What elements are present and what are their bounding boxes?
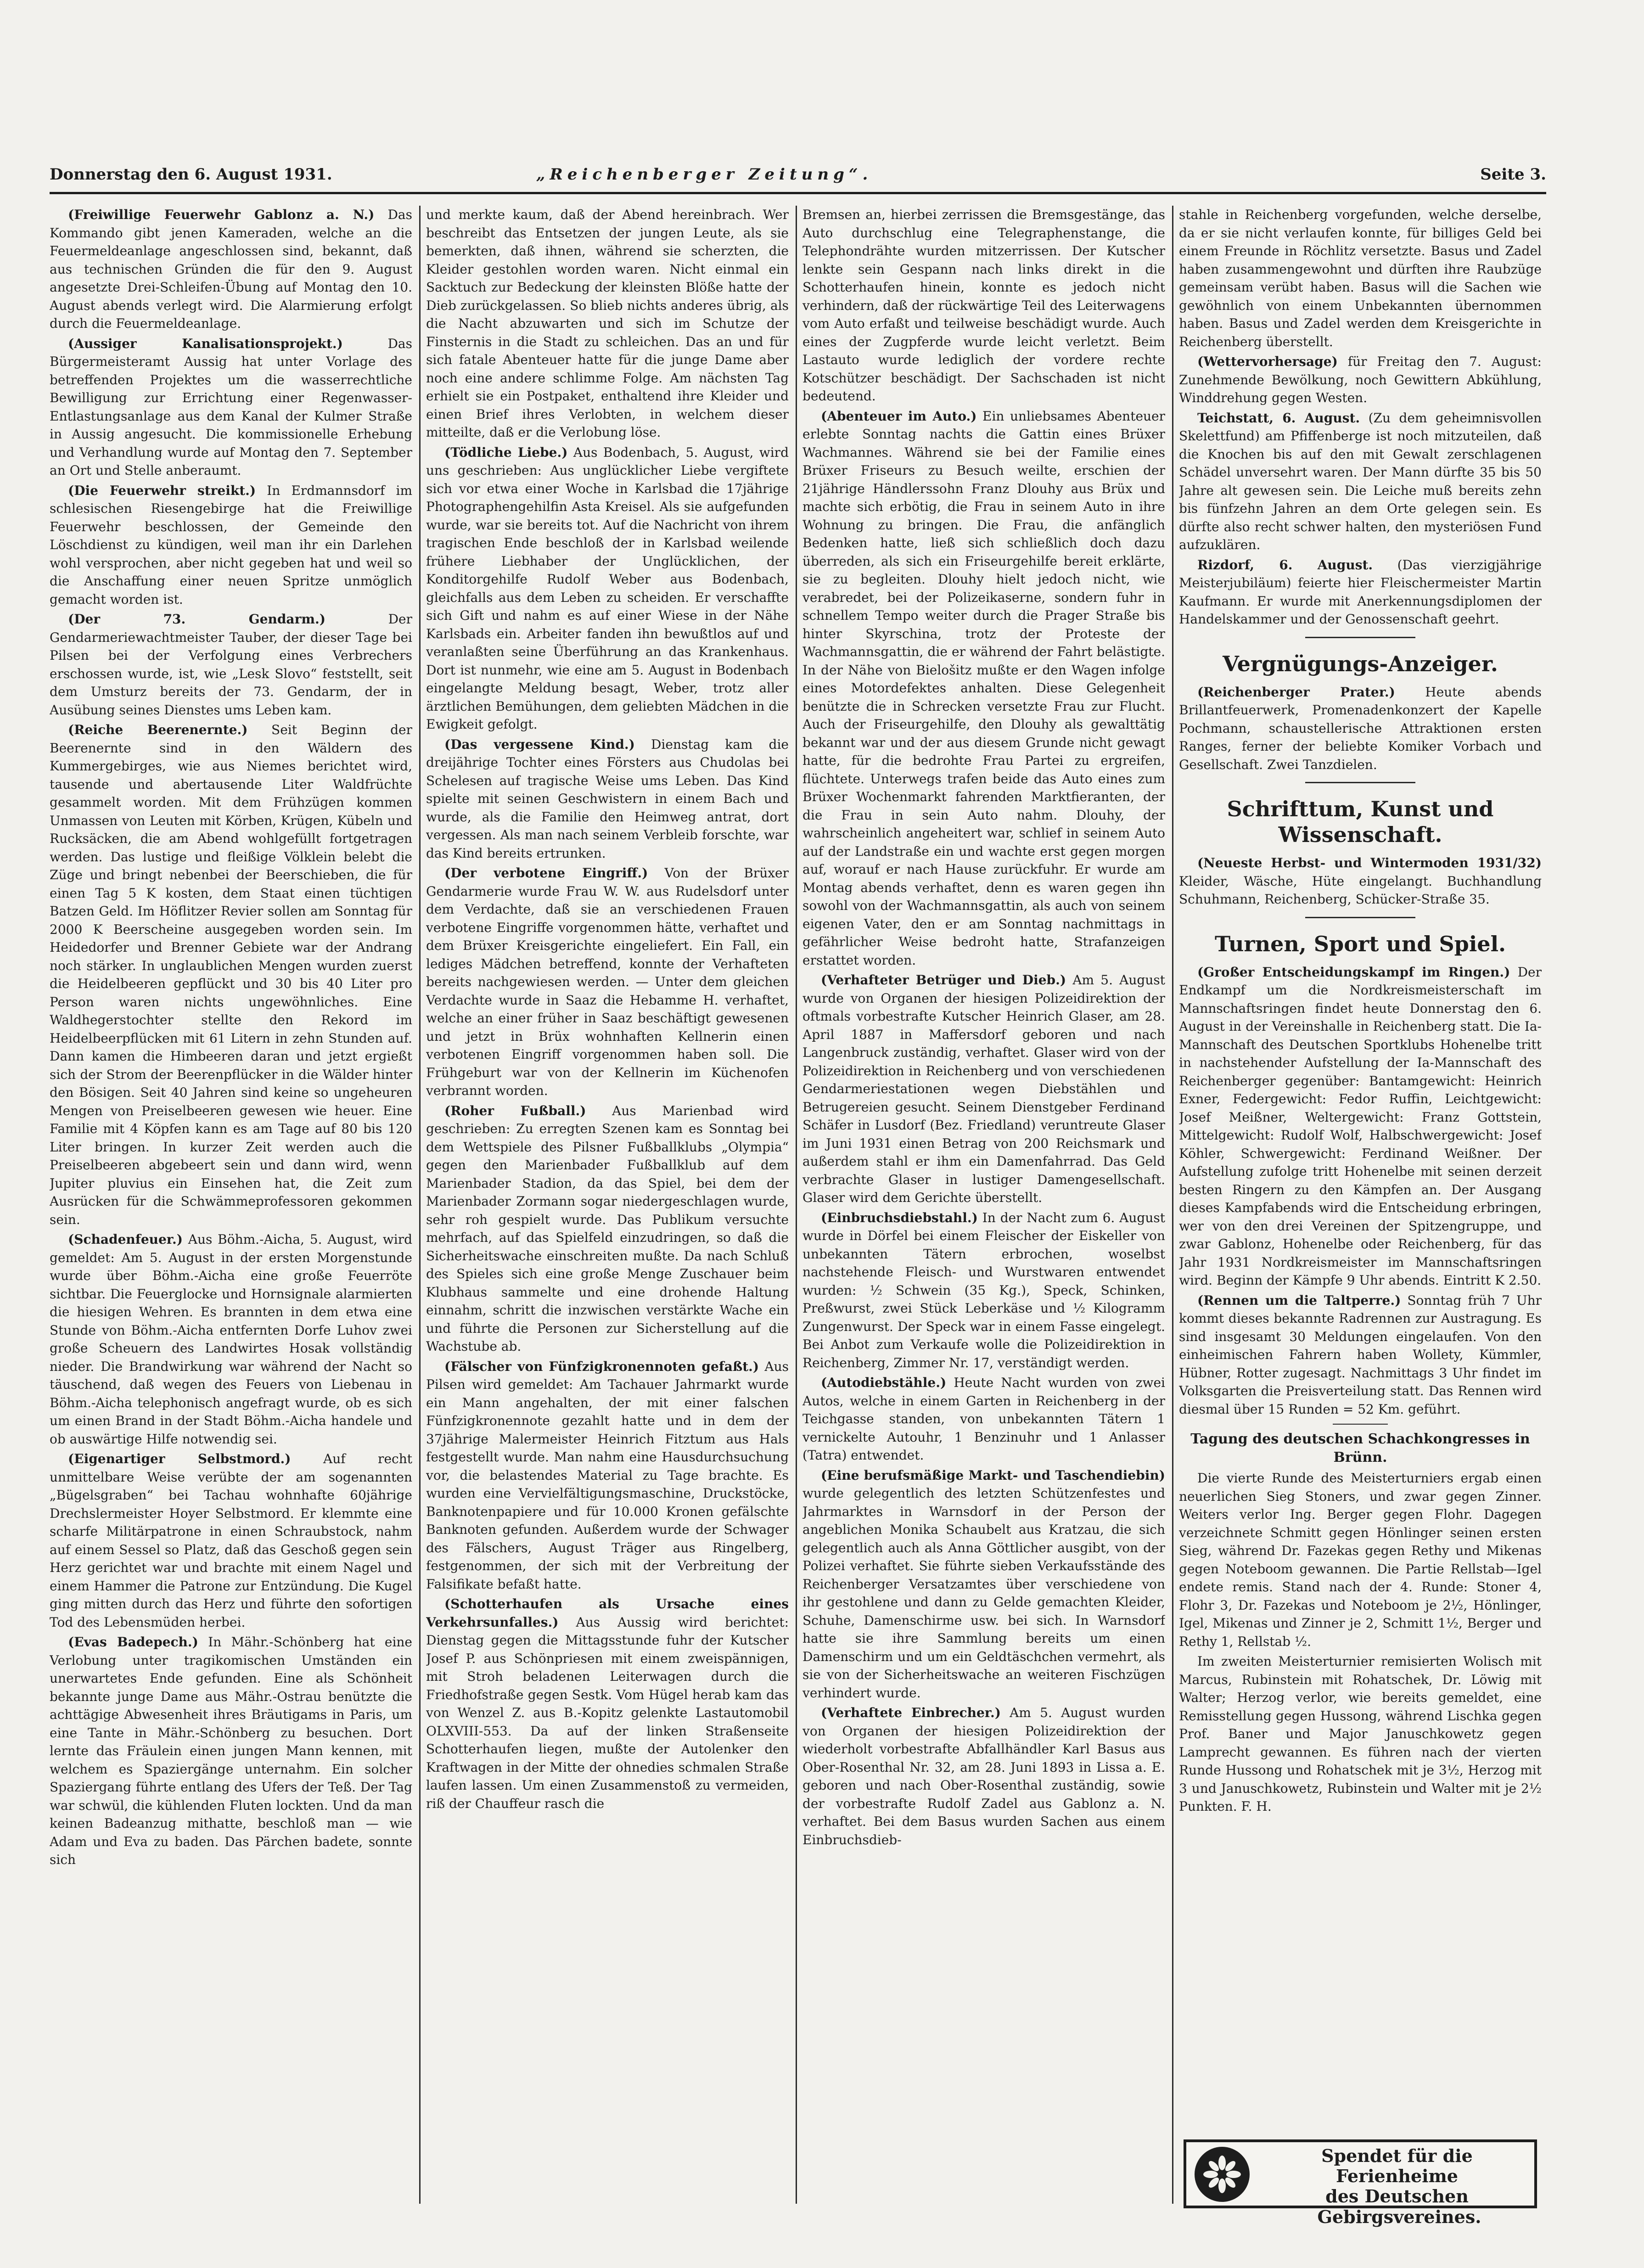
article: (Eine berufsmäßige Markt- und Taschendiebin) wurde gelegentlich des letzten Schützenfestes und Jahrmarktes in Warnsdorf in der Person der angeblichen Monika Schaubelt aus Kratzau, die sich gelegentlich auch als Anna Göttlicher ausgibt, von der Polizei verhaftet. Sie führte sieben Verkaufsstände des Reichenberger Versatzamtes über verschiedene von ihr gestohlene und dann zu Gelde gemachten Kleider, Schuhe, Damenschirme usw. bei sich. In Warnsdorf hatte sie ihre Sammlung bereits um einen Damenschirm und um ein Geldtäschchen vermehrt, als sie von der Sicherheitswache an weiteren Fischzügen verhindert wurde. xyxy=(802,1467,1165,1701)
article-continuation: Bremsen an, hierbei zerrissen die Bremsgestänge, das Auto durchschlug eine Telegraphenstange, die Telephondrähte wurden mitzerrissen. Der Kutscher lenkte sein Gespann nach links direkt in die Schotterhaufen hinein, konnte es jedoch nicht verhindern, daß der rückwärtige Teil des Leiterwagens vom Auto erfaßt und teilweise beschädigt wurde. Auch eines der Zugpferde wurde leicht verletzt. Beim Lastauto wurde lediglich der vordere rechte Kotschützer beschädigt. Der Sachschaden ist nicht bedeutend. xyxy=(802,207,1165,404)
newspaper-title: „Reichenberger Zeitung“. xyxy=(536,165,873,184)
article: (Großer Entscheidungskampf im Ringen.) Der Endkampf um die Nordkreismeisterschaft im Mannschaftsringen findet heute Donnerstag den 6. August in der Vereinshalle in Reichenberg statt. Die Ia-Mannschaft des Deutschen Sportklubs Hohenelbe tritt in nachstehender Aufstellung der Ia-Mannschaft des Reichenberger gegenüber: Bantamgewicht: Heinrich Exner, Federgewicht: Fedor Ruffin, Leichtgewicht: Josef Meißner, Weltergewicht: Franz Gottstein, Mittelgewicht: Rudolf Wolf, Halbschwergewicht: Josef Köhler, Schwergewicht: Ferdinand Weißner. Der Aufstellung zufolge tritt Hohenelbe mit seinen derzeit besten Ringern zu den Kämpfen an. Der Ausgang dieses Kampfabends wird die Entscheidung erbringen, wer von den drei Vereinen der Spitzengruppe, und zwar Gablonz, Hohenelbe oder Reichenberg, für das Jahr 1931 Nordkreismeister im Mannschaftsringen wird. Beginn der Kämpfe 9 Uhr abends. Eintritt K 2.50. xyxy=(1179,964,1542,1288)
article: (Einbruchsdiebstahl.) In der Nacht zum 6. August wurde in Dörfel bei einem Fleischer der Eiskeller von unbekannten Tätern erbrochen, woselbst nachstehende Fleisch- und Wurstwaren entwendet wurden: ½ Schwein (35 Kg.), Speck, Schinken, Preßwurst, zwei Stück Leberkäse und ½ Kilogramm Zungenwurst. Der Speck war in einem Fasse eingelegt. Bei Anbot zum Verkaufe wolle die Polizeidirektion in Reichenberg, Zimmer Nr. 17, verständigt werden. xyxy=(802,1210,1165,1370)
edelweiss-emblem-icon xyxy=(1195,2147,1250,2202)
article: (Eigenartiger Selbstmord.) Auf recht unmittelbare Weise verübte der am sogenannten „Bügelsgraben“ bei Tachau wohnhafte 60jährige Drechslermeister Hoyer Selbstmord. Er klemmte eine scharfe Militärpatrone in einen Schraubstock, nahm auf einem Sessel so Platz, daß das Geschoß gegen sein Herz gerichtet war und brachte mit einem Nagel und einem Hammer die Patrone zur Entzündung. Die Kugel ging mitten durch das Herz und führte den sofortigen Tod des Lebensmüden herbei. xyxy=(50,1451,412,1630)
article: (Tödliche Liebe.) Aus Bodenbach, 5. August, wird uns geschrieben: Aus unglücklicher Liebe vergiftete sich vor etwa einer Woche in Karlsbad die 17jährige Photographengehilfin Asta Kreisel. Als sie aufgefunden wurde, war sie bereits tot. Auf die Nachricht von ihrem tragischen Ende beschloß der in Karlsbad weilende frühere Liebhaber der Unglücklichen, der Konditorgehilfe Rudolf Weber aus Bodenbach, gleichfalls aus dem Leben zu scheiden. Er verschaffte sich Gift und nahm es auf einer Wiese in der Nähe Karlsbads ein. Arbeiter fanden ihn bewußtlos auf und veranlaßten seine Überführung an das Krankenhaus. Dort ist nunmehr, wie eine am 5. August in Bodenbach eingelangte Meldung besagt, Weber, trotz aller ärztlichen Bemühungen, dem geliebten Mädchen in die Ewigkeit gefolgt. xyxy=(426,444,789,732)
column-3 xyxy=(802,206,1165,2204)
article: Teichstatt, 6. August. (Zu dem geheimnisvollen Skelettfund) am Pfiffenberge ist noch mitzuteilen, daß die Knochen bis auf den mit Gewalt zerschlagenen Schädel unversehrt waren. Der Mann dürfte 35 bis 50 Jahre alt gewesen sein. Die Leiche muß bereits zehn bis fünfzehn Jahren an dem Orte gelegen sein. Es dürfte also recht schwer halten, den mysteriösen Fund aufzuklären. xyxy=(1179,410,1542,552)
section-heading: Schrifttum, Kunst und Wissenschaft. xyxy=(1227,797,1494,847)
article-continuation: stahle in Reichenberg vorgefunden, welche derselbe, da er sie nicht verlaufen konnte, für billiges Geld bei einem Freunde in Röchlitz versetzte. Basus und Zadel haben zusammengewohnt und dürften ihre Raubzüge gemeinsam verübt haben. Basus will die Sachen wie gewöhnlich von einem Unbekannten übernommen haben. Basus und Zadel werden dem Kreisgerichte in Reichenberg überstellt. xyxy=(1179,207,1542,349)
article: (Reichenberger Prater.) Heute abends Brillantfeuerwerk, Promenadenkonzert der Kapelle Pochmann, schaustellerische Attraktionen ersten Ranges, ferner der beliebte Komiker Vorbach und Gesellschaft. Zwei Tanzdielen. xyxy=(1179,684,1542,772)
section-divider xyxy=(1305,782,1415,783)
article: (Verhafteter Betrüger und Dieb.) Am 5. August wurde von Organen der hiesigen Polizeidirektion der oftmals vorbestrafte Kutscher Heinrich Glaser, am 28. April 1887 in Maffersdorf geboren und nach Langenbruck zuständig, verhaftet. Glaser wird von der Polizeidirektion in Reichenberg und von verschiedenen Gendarmeriestationen wegen Diebstählen und Betrugereien gesucht. Seinem Dienstgeber Ferdinand Schäfer in Lusdorf (Bez. Friedland) veruntreute Glaser im Juni 1931 einen Betrag von 200 Reichsmark und außerdem stahl er ihm ein Damenfahrrad. Das Geld verbrachte Glaser in lustiger Damengesellschaft. Glaser wird dem Gerichte überstellt. xyxy=(802,972,1165,1205)
article: Rizdorf, 6. August. (Das vierzigjährige Meisterjubiläum) feierte hier Fleischermeister Martin Kaufmann. Er wurde mit Anerkennungsdiplomen der Handelskammer und der Genossenschaft geehrt. xyxy=(1179,557,1542,627)
article: (Fälscher von Fünfzigkronennoten gefaßt.) Aus Pilsen wird gemeldet: Am Tachauer Jahrmarkt wurde ein Mann angehalten, der mit einer falschen Fünfzigkronennote gezahlt hatte und in dem der 37jährige Malermeister Heinrich Fitztum aus Hals festgestellt wurde. Man nahm eine Hausdurchsuchung vor, die belastendes Material zu Tage brachte. Es wurden eine Vervielfältigungsmaschine, Druckstöcke, Banknotenpapiere und für 10.000 Kronen gefälschte Banknoten gefunden. Außerdem wurde der Schwager des Fälschers, August Träger aus Ringelberg, festgenommen, der sich mit der Verbreitung der Falsifikate befaßt hatte. xyxy=(426,1359,789,1592)
article: Im zweiten Meisterturnier remisierten Wolisch mit Marcus, Rubinstein mit Rohatschek, Dr. Löwig mit Walter; Herzog verlor, wie bereits gemeldet, eine Remisstellung gegen Hussong, während Lischka gegen Prof. Baner und Major Januschkowetz gegen Lamprecht gewannen. Es führen nach der vierten Runde Hussong und Rohatschek mit je 3½, Herzog mit 3 und Januschkowetz, Rubinstein und Walter mit je 2½ Punkten. F. H. xyxy=(1179,1654,1542,1814)
article: (Autodiebstähle.) Heute Nacht wurden von zwei Autos, welche in einem Garten in Reichenberg in der Teichgasse standen, von unbekannten Tätern 1 vernickelte Autouhr, 1 Benzinuhr und 1 Anlasser (Tatra) entwendet. xyxy=(802,1375,1165,1463)
article: (Der verbotene Eingriff.) Von der Brüxer Gendarmerie wurde Frau W. W. aus Rudelsdorf unter dem Verdachte, daß sie an verschiedenen Frauen verbotene Eingriffe vorgenommen hätte, verhaftet und dem Brüxer Kreisgerichte eingeliefert. Ein Fall, ein lediges Mädchen betreffend, konnte der Verhafteten bereits nachgewiesen werden. — Unter dem gleichen Verdachte wurde in Saaz die Hebamme H. verhaftet, welche an einer früher in Saaz beschäftigt gewesenen und jetzt in Brüx wohnhaften Kellnerin einen verbotenen Eingriff vorgenommen haben soll. Die Frühgeburt war von der Kellnerin im Küchenofen verbrannt worden. xyxy=(426,865,789,1098)
article: (Freiwillige Feuerwehr Gablonz a. N.) Das Kommando gibt jenen Kameraden, welche an die Feuermeldeanlage angeschlossen sind, bekannt, daß aus technischen Gründen die für den 9. August angesetzte Drei-Schleifen-Übung auf Montag den 10. August abends verlegt wird. Die Alarmierung erfolgt durch die Feuermeldeanlage. xyxy=(50,207,412,331)
advertisement-last-line: Gebirgsvereines. xyxy=(1317,2206,1481,2227)
advertisement-text: Spendet für die Ferienheime des Deutschen xyxy=(1321,2145,1473,2206)
column-rule xyxy=(1172,206,1173,2204)
advertisement-box xyxy=(1184,2139,1537,2208)
article: (Neueste Herbst- und Wintermoden 1931/32) Kleider, Wäsche, Hüte eingelangt. Buchhandlung Schuhmann, Reichenberg, Schücker-Straße 35. xyxy=(1179,855,1542,907)
column-4 xyxy=(1179,206,1542,2126)
section-divider xyxy=(1305,637,1415,638)
article: Die vierte Runde des Meisterturniers ergab einen neuerlichen Sieg Stoners, und zwar gegen Zinner. Weiters verlor Ing. Berger gegen Flohr. Dagegen verzeichnete Schmitt gegen Hönlinger seinen ersten Sieg, während Dr. Fazekas gegen Rethy und Mikenas gegen Noteboom gewannen. Die Partie Rellstab—Igel endete remis. Stand nach der 4. Runde: Stoner 4, Flohr 3, Dr. Fazekas und Noteboom je 2½, Hönlinger, Igel, Mikenas und Zinner je 2, Schmitt 1½, Berger und Rethy 1, Rellstab ½. xyxy=(1179,1471,1542,1649)
page-number: Seite 3. xyxy=(1480,165,1546,184)
article: (Die Feuerwehr streikt.) In Erdmannsdorf im schlesischen Riesengebirge hat die Freiwillige Feuerwehr beschlossen, der Gemeinde den Löschdienst zu kündigen, weil man ihr ein Darlehen wohl versprochen, aber nicht gegeben hat und weil so die Anschaffung einer neuen Spritze unmöglich gemacht worden ist. xyxy=(50,483,412,607)
article: (Reiche Beerenernte.) Seit Beginn der Beerenernte sind in den Wäldern des Kummergebirges, wie aus Niemes berichtet wird, tausende und abertausende Liter Waldfrüchte gesammelt worden. Mit dem Frühzügen kommen Unmassen von Leuten mit Körben, Krügen, Kübeln und Rucksäcken, die am Abend wohlgefüllt fortgetragen werden. Das lustige und fleißige Völklein belebt die Züge und bringt nebenbei der Beerschieben, die für einen Tag 5 K kosten, dem Staat einen tüchtigen Batzen Geld. Im Höflitzer Revier sollen am Sonntag für 2000 K Beerscheine ausgegeben worden sein. Im Heidedorfer und Brenner Gebiete war der Andrang noch stärker. In unglaublichen Mengen wurden zuerst die Heidelbeeren gepflückt und 30 bis 40 Liter pro Person waren nichts ungewöhnliches. Eine Waldhegerstochter stellte den Rekord im Heidelbeerpflücken mit 61 Litern in zehn Stunden auf. Dann kamen die Himbeeren daran und jetzt ergießt sich der Strom der Beerenpflücker in die Wälder hinter den Bösigen. Seit 40 Jahren sind keine so ungeheuren Mengen von Preiselbeeren gewesen wie heuer. Eine Familie mit 4 Köpfen kann es am Tage auf 80 bis 120 Liter bringen. In kurzer Zeit werden auch die Preiselbeeren abgebeert sein und dann wird, wenn Jupiter pluvius ein Einsehen hat, die Zeit zum Ausrücken für die Schwämmeprofessoren gekommen sein. xyxy=(50,722,412,1227)
column-rule xyxy=(419,206,421,2204)
column-2 xyxy=(426,206,789,2204)
section-heading: Turnen, Sport und Spiel. xyxy=(1214,931,1506,956)
header-date: Donnerstag den 6. August 1931. xyxy=(50,165,332,184)
article-continuation: und merkte kaum, daß der Abend hereinbrach. Wer beschreibt das Entsetzen der jungen Leute, als sie bemerkten, daß ihnen, während sie scherzten, die Kleider gestohlen worden waren. Nicht einmal ein Sacktuch zur Bedeckung der kleinsten Blöße hatte der Dieb zurückgelassen. So blieb nichts anderes übrig, als die Nacht abzuwarten und sich im Schutze der Finsternis in die Stadt zu schleichen. Das an und für sich fatale Abenteuer hatte für die junge Dame aber noch eine andere schlimme Folge. Am nächsten Tag erhielt sie ein Postpaket, enthaltend ihre Kleider und einen Brief ihres Verlobten, in welchem dieser mitteilte, daß er die Verlobung löse. xyxy=(426,207,789,440)
article: (Das vergessene Kind.) Dienstag kam die dreijährige Tochter eines Försters aus Chudolas bei Schelesen auf tragische Weise ums Leben. Das Kind spielte mit seinen Geschwistern in einem Bach und wurde, als die Familie den Heimweg antrat, dort vergessen. Als man nach seinem Verbleib forschte, war das Kind bereits ertrunken. xyxy=(426,736,789,861)
running-header xyxy=(50,161,1546,188)
article: (Roher Fußball.) Aus Marienbad wird geschrieben: Zu erregten Szenen kam es Sonntag bei dem Wettspiele des Pilsner Fußballklubs „Olympia“ gegen den Marienbader Fußballklub auf dem Marienbader Stadion, da das Spiel, bei dem der Marienbader Zormann sogar niedergeschlagen wurde, sehr roh gespielt wurde. Das Publikum versuchte mehrfach, auf das Spielfeld einzudringen, so daß die Sicherheitswache einschreiten mußte. Da nach Schluß des Spieles sich eine große Menge Zuschauer beim Klubhaus sammelte und eine drohende Haltung einnahm, schritt die inzwischen verstärkte Wache ein und führte die Personen zur Sicherstellung auf die Wachstube ab. xyxy=(426,1103,789,1354)
article: (Schadenfeuer.) Aus Böhm.-Aicha, 5. August, wird gemeldet: Am 5. August in der ersten Morgenstunde wurde über Böhm.-Aicha eine große Feuerröte sichtbar. Die Feuerglocke und Hornsignale alarmierten die hiesigen Wehren. Es brannten in dem etwa eine Stunde von Böhm.-Aicha entfernten Dorfe Luhov zwei große Scheuern des Landwirtes Hosak vollständig nieder. Die Brandwirkung war während der Nacht so täuschend, daß wegen des Feuers von Liebenau in Böhm.-Aicha telephonisch angefragt wurde, ob es sich um einen Brand in der Stadt Böhm.-Aicha handele und ob auswärtige Hilfe notwendig sei. xyxy=(50,1232,412,1447)
article: (Schotterhaufen als Ursache eines Verkehrsunfalles.) Aus Aussig wird berichtet: Dienstag gegen die Mittagsstunde fuhr der Kutscher Josef P. aus Schönpriesen mit einem zweispännigen, mit Stroh beladenen Leiterwagen durch die Friedhofstraße gegen Sestk. Vom Hügel herab kam das von Wenzel Z. aus B.-Kopitz gelenkte Lastautomobil OLXVIII-553. Da auf der linken Straßenseite Schotterhaufen liegen, mußte der Autolenker den Kraftwagen in der Mitte der ohnedies schmalen Straße laufen lassen. Um einen Zusammenstoß zu vermeiden, riß der Chauffeur rasch die xyxy=(426,1596,789,1811)
article: (Aussiger Kanalisationsprojekt.) Das Bürgermeisteramt Aussig hat unter Vorlage des betreffenden Projektes um die wasserrechtliche Bewilligung zur Errichtung einer Regenwasser-Entlastungsanlage aus dem Kanal der Kulmer Straße in Aussig angesucht. Die kommissionelle Erhebung und Verhandlung wurde auf Montag den 7. September an Ort und Stelle anberaumt. xyxy=(50,336,412,478)
newspaper-page xyxy=(50,161,1546,2227)
column-1 xyxy=(50,206,412,2204)
article: (Evas Badepech.) In Mähr.-Schönberg hat eine Verlobung unter tragikomischen Umständen ein unerwartetes Ende gefunden. Eine als Schönheit bekannte junge Dame aus Mähr.-Ostrau benützte die achttägige Abwesenheit ihres Bräutigams in Paris, um eine Tante in Mähr.-Schönberg zu besuchen. Dort lernte das Fräulein einen jungen Mann kennen, mit welchem es Spaziergänge unternahm. Ein solcher Spaziergang führte entlang des Ufers der Teß. Der Tag war schwül, die kühlenden Fluten lockten. Und da man keinen Badeanzug mithatte, beschloß man — wie Adam und Eva zu baden. Das Pärchen badete, sonnte sich xyxy=(50,1634,412,1867)
section-subheading: Tagung des deutschen Schachkongresses in Brünn. xyxy=(1190,1431,1530,1465)
article: (Verhaftete Einbrecher.) Am 5. August wurden von Organen der hiesigen Polizeidirektion der wiederholt vorbestrafte Abfallhändler Karl Basus aus Ober-Rosenthal Nr. 32, am 28. Juni 1893 in Lissa a. E. geboren und nach Ober-Rosenthal zuständig, sowie der vorbestrafte Rudolf Zadel aus Gablonz a. N. verhaftet. Bei dem Basus wurden Sachen aus einem Einbruchsdieb- xyxy=(802,1705,1165,1847)
section-divider xyxy=(1333,1424,1388,1425)
article: (Wettervorhersage) für Freitag den 7. August: Zunehmende Bewölkung, noch Gewittern Abkühlung, Winddrehung gegen Westen. xyxy=(1179,354,1542,405)
article: (Der 73. Gendarm.) Der Gendarmeriewachtmeister Tauber, der dieser Tage bei Pilsen bei der Verfolgung eines Verbrechers erschossen wurde, ist, wie „Lesk Slovo“ feststellt, seit dem Umsturz bereits der 73. Gendarm, der in Ausübung seines Dienstes ums Leben kam. xyxy=(50,612,412,718)
header-rule xyxy=(50,192,1546,194)
article: (Abenteuer im Auto.) Ein unliebsames Abenteuer erlebte Sonntag nachts die Gattin eines Brüxer Wachmannes. Während sie bei der Familie eines Brüxer Friseurs zu Besuch weilte, erschien der 21jährige Händlerssohn Franz Dlouhy aus Brüx und machte sich erbötig, die Frau in seinem Auto in ihre Wohnung zu bringen. Die Frau, die anfänglich Bedenken hatte, ließ sich schließlich doch dazu überreden, als sich ein Friseurgehilfe bereit erklärte, sie zu begleiten. Dlouhy hielt jedoch nicht, wie verabredet, bei der Polizeikaserne, sondern fuhr in schnellem Tempo weiter durch die Prager Straße bis hinter Skyrschina, trotz der Proteste der Wachmannsgattin, die er während der Fahrt belästigte. In der Nähe von Bielošitz mußte er den Wagen infolge eines Motordefektes anhalten. Diese Gelegenheit benützte die in Schrecken versetzte Frau zur Flucht. Auch der Friseurgehilfe, den Dlouhy als gewalttätig bekannt war und der aus diesem Grunde nicht gewagt hatte, für die bedrohte Frau Partei zu ergreifen, flüchtete. Unterwegs trafen beide das Auto eines zum Brüxer Wochenmarkt fahrenden Marktfieranten, der die Frau in sein Auto nahm. Dlouhy, der wahrscheinlich angeheitert war, schlief in seinem Auto auf der Landstraße ein und wachte erst gegen morgen auf, worauf er nach Hause zurückfuhr. Er wurde am Montag abends verhaftet, denn es waren gegen ihn sowohl von der Wachmannsgattin, als auch von seinem eigenen Vater, den er am Sonntag nachmittags in gefährlicher Weise bedroht hatte, Strafanzeigen erstattet worden. xyxy=(802,408,1165,968)
article: (Rennen um die Taltperre.) Sonntag früh 7 Uhr kommt dieses bekannte Radrennen zur Austragung. Es sind insgesamt 30 Meldungen eingelaufen. Von den einheimischen Fahrern haben Wollety, Kümmler, Hübner, Rotter zugesagt. Nachmittags 3 Uhr findet im Volksgarten die Preisverteilung statt. Das Rennen wird diesmal über 15 Runden = 52 Km. geführt. xyxy=(1179,1292,1542,1417)
column-rule xyxy=(796,206,797,2204)
section-heading: Vergnügungs-Anzeiger. xyxy=(1223,651,1498,676)
section-divider xyxy=(1305,917,1415,918)
